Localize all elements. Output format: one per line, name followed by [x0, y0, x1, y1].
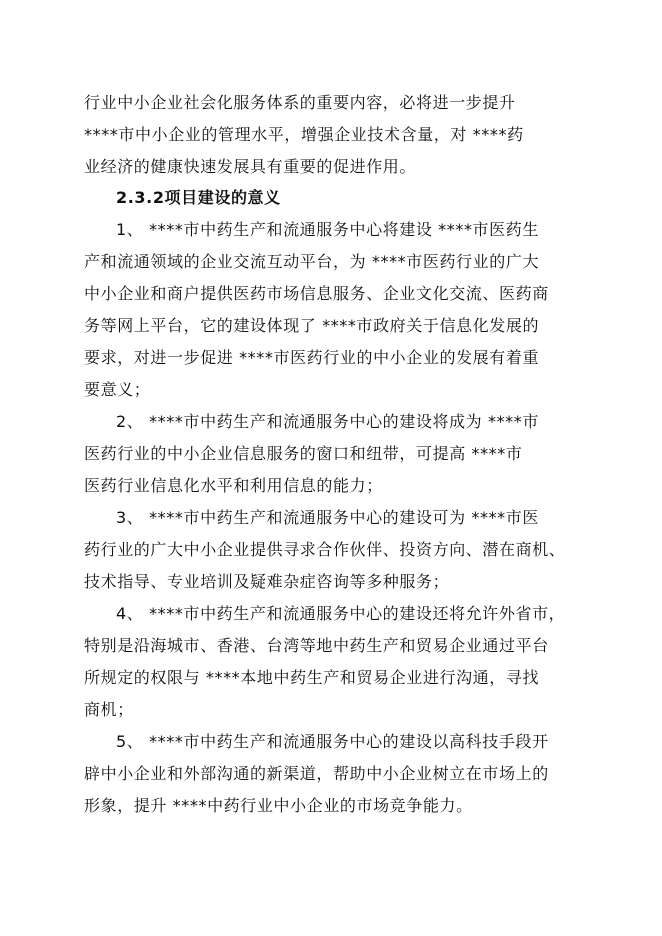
paragraph-line: ****市中小企业的管理水平，增强企业技术含量，对 ****药 — [84, 125, 524, 144]
list-item-line: 医药行业信息化水平和利用信息的能力； — [84, 476, 383, 495]
list-item-line: 技术指导、专业培训及疑难杂症咨询等多种服务； — [84, 572, 450, 591]
list-item-line: 辟中小企业和外部沟通的新渠道，帮助中小企业树立在市场上的 — [84, 764, 549, 783]
list-item-line: 中小企业和商户提供医药市场信息服务、企业文化交流、医药商 — [84, 284, 549, 303]
list-item-line: 医药行业的中小企业信息服务的窗口和纽带，可提高 ****市 — [84, 444, 523, 463]
list-item-line: 商机； — [84, 700, 134, 719]
paragraph-line: 行业中小企业社会化服务体系的重要内容，必将进一步提升 — [84, 93, 516, 112]
list-item-line: 产和流通领域的企业交流互动平台，为 ****市医药行业的广大 — [84, 252, 540, 271]
list-item-line: 特别是沿海城市、香港、台湾等地中药生产和贸易企业通过平台 — [84, 636, 549, 655]
list-item-line: 药行业的广大中小企业提供寻求合作伙伴、投资方向、潜在商机、 — [84, 540, 566, 559]
paragraph-line: 业经济的健康快速发展具有重要的促进作用。 — [84, 157, 417, 176]
list-item-line: 要求，对进一步促进 ****市医药行业的中小企业的发展有着重 — [84, 348, 540, 367]
list-item-line: 要意义； — [84, 380, 151, 399]
list-item-line: 3、 ****市中药生产和流通服务中心的建设可为 ****市医 — [116, 508, 539, 527]
list-item-line: 务等网上平台，它的建设体现了 ****市政府关于信息化发展的 — [84, 316, 540, 335]
list-item-line: 所规定的权限与 ****本地中药生产和贸易企业进行沟通，寻找 — [84, 668, 540, 687]
list-item-line: 2、 ****市中药生产和流通服务中心的建设将成为 ****市 — [116, 412, 539, 431]
list-item-line: 形象，提升 ****中药行业中小企业的市场竞争能力。 — [84, 796, 473, 815]
section-heading: 2.3.2项目建设的意义 — [116, 188, 281, 207]
list-item-line: 1、 ****市中药生产和流通服务中心将建设 ****市医药生 — [116, 220, 539, 239]
list-item-line: 4、 ****市中药生产和流通服务中心的建设还将允许外省市， — [116, 604, 566, 623]
list-item-line: 5、 ****市中药生产和流通服务中心的建设以高科技手段开 — [116, 732, 549, 751]
